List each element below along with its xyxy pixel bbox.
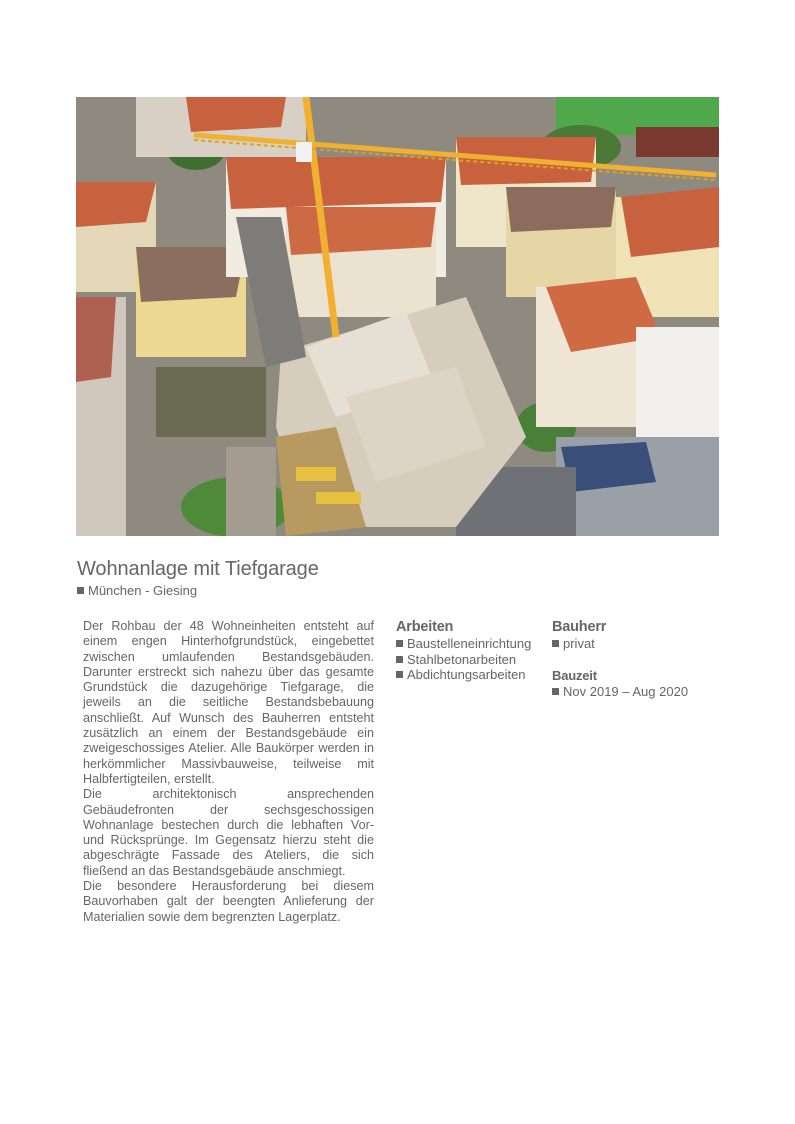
bauherr-section (552, 619, 606, 652)
bullet-square-icon (552, 688, 559, 695)
bullet-square-icon (396, 671, 403, 678)
list-item (396, 636, 531, 652)
description-paragraph: Die besondere Herausforderung bei diesem Bauvorhaben galt der beengten Anlieferung der Materialien sowie dem begrenzten Lagerplatz. (83, 879, 374, 924)
list-item-text: Nov 2019 – Aug 2020 (563, 684, 689, 699)
bullet-square-icon (396, 640, 403, 647)
arbeiten-section (396, 619, 531, 683)
aerial-construction-image (76, 97, 719, 536)
bullet-square-icon (552, 640, 559, 647)
bauherr-list (552, 636, 606, 652)
list-item-text: Stahlbetonarbeiten (407, 651, 517, 667)
project-location (77, 583, 197, 598)
list-item-text: Abdichtungsarbeiten (407, 667, 526, 682)
bullet-square-icon (77, 587, 84, 594)
bauherr-heading: Bauherr (552, 619, 607, 635)
project-photo (76, 97, 719, 536)
project-title: Wohnanlage mit Tiefgarage (77, 558, 319, 580)
description-paragraph: Der Rohbau der 48 Wohneinheiten entsteht auf einem engen Hinterhofgrundstück, eingebettet zwischen umlaufenden Bestandsgebäuden. Darunter erstreckt sich nahezu über das gesamte Grundstück die dazugehörige Tiefgarage, die jeweils an die seitliche Bestandsbebauung anschließt. Auf Wunsch des Bauherren entsteht zusätzlich an einem der Bestandsgebäude ein zweigeschossiges Atelier. Alle Baukörper werden in herkömmlicher Massivbauweise, teilweise mit Halbfertigteilen, erstellt. (83, 619, 374, 786)
bauzeit-section (552, 667, 688, 700)
description-paragraph: Die architektonisch ansprechenden Gebäudefronten der sechsgeschossigen Wohnanlage bestechen durch die lebhaften Vor- und Rücksprünge. Im Gegensatz hierzu steht die abgeschrägte Fassade des Ateliers, die sich fließend an das Bestandsgebäude anschmiegt. (83, 787, 374, 878)
list-item-text: Baustelleneinrichtung (407, 636, 532, 651)
list-item (552, 636, 606, 652)
list-item (396, 667, 531, 683)
bauzeit-heading: Bauzeit (552, 668, 597, 683)
list-item (396, 652, 531, 668)
bauzeit-list (552, 684, 688, 700)
location-text: München - Giesing (88, 583, 198, 598)
arbeiten-list (396, 636, 531, 683)
bullet-square-icon (396, 656, 403, 663)
arbeiten-heading: Arbeiten (396, 619, 454, 635)
project-description (83, 619, 374, 925)
list-item (552, 684, 688, 700)
list-item-text: privat (563, 636, 595, 651)
